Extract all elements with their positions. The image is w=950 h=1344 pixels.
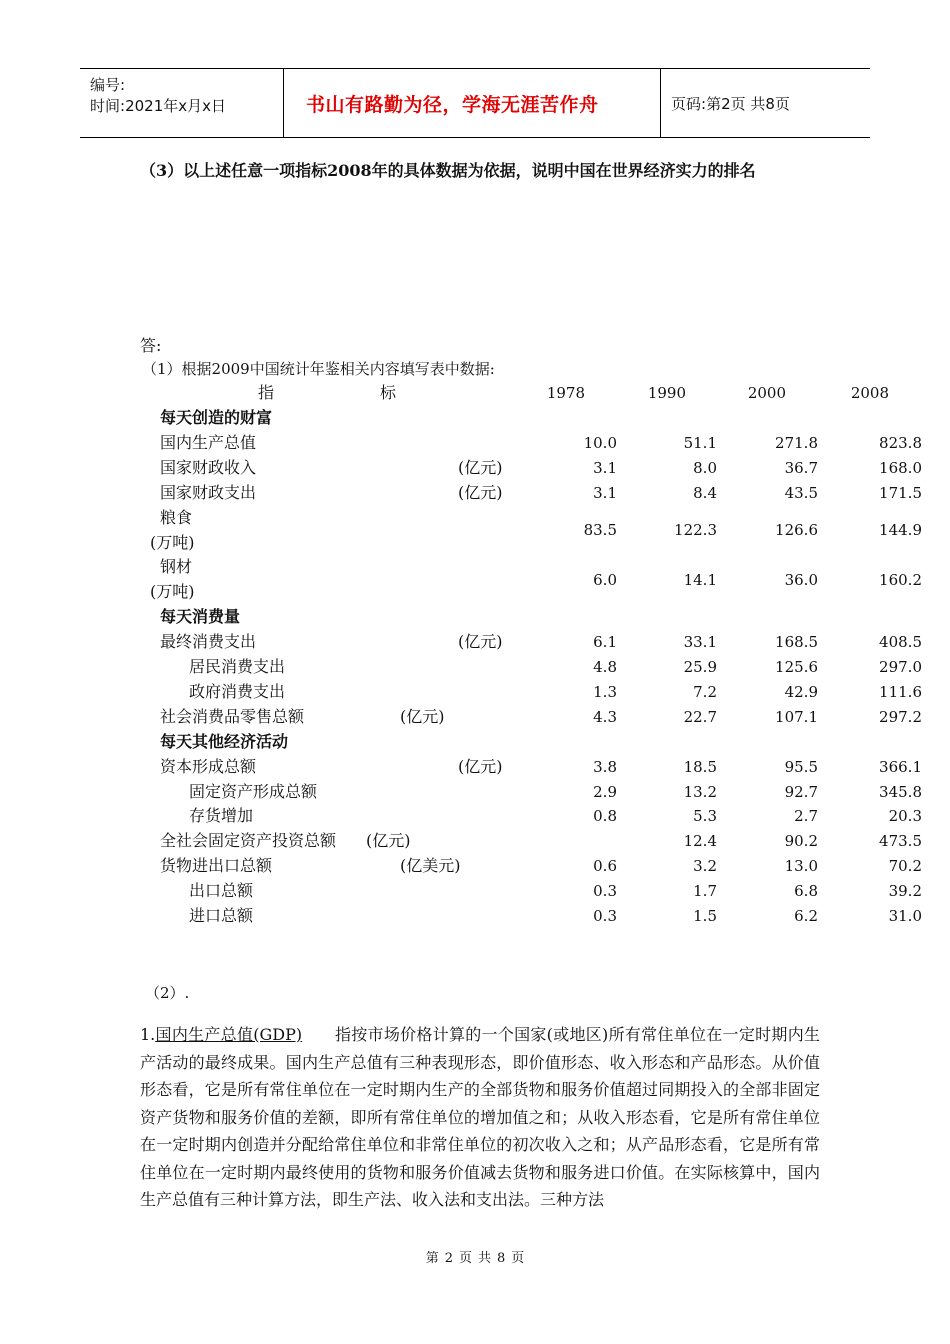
table-cell: 95.5	[784, 757, 818, 776]
page-code-value: 第2页 共8页	[706, 94, 790, 113]
table-cell: 36.7	[784, 458, 818, 477]
table-cell: 5.3	[693, 807, 717, 826]
table-cell: 8.0	[693, 458, 717, 477]
table-header-year: 2008	[850, 384, 889, 402]
time-label: 时间:	[90, 97, 126, 115]
table-cell: 90.2	[784, 832, 818, 851]
time-value: 2021年x月x日	[125, 97, 226, 115]
table-cell: 12.4	[683, 832, 717, 851]
table-row-label: 国家财政收入	[160, 457, 257, 477]
page-footer	[0, 1247, 950, 1266]
motto: 书山有路勤为径，学海无涯苦作舟	[306, 93, 599, 116]
table-cell: 1.7	[693, 882, 717, 901]
table-cell: 10.0	[583, 433, 617, 452]
table-cell: 4.3	[593, 707, 617, 726]
table-cell: 345.8	[879, 782, 922, 801]
table-row-label: 存货增加	[189, 806, 254, 826]
footer-d: 页	[511, 1251, 525, 1266]
question-3: （3）以上述任意一项指标2008年的具体数据为依据，说明中国在世界经济实力的排名	[140, 161, 756, 180]
para-prefix: 1.	[140, 1025, 156, 1044]
table-cell: 3.1	[593, 483, 617, 502]
table-row-label: 出口总额	[189, 881, 254, 901]
table-section-heading: 每天其他经济活动	[160, 731, 289, 751]
table-cell: 20.3	[888, 807, 922, 826]
table-cell: 0.6	[593, 857, 617, 876]
table-cell: 25.9	[683, 658, 717, 676]
table-cell: 473.5	[879, 832, 922, 851]
table-row-label: 最终消费支出	[160, 632, 257, 652]
table-row-unit: (亿元)	[400, 706, 445, 726]
table-header-year: 2000	[747, 384, 786, 402]
footer-page: 2	[444, 1251, 453, 1266]
table-row-label: 钢材	[160, 557, 193, 577]
footer-b: 页	[458, 1251, 472, 1266]
header-motto-cell	[283, 69, 661, 137]
table-cell: 297.0	[879, 658, 922, 676]
table-cell: 13.2	[683, 782, 717, 801]
table-cell: 111.6	[879, 682, 922, 701]
footer-a: 第	[425, 1251, 439, 1266]
table-cell: 33.1	[683, 633, 717, 652]
table-cell: 3.8	[593, 757, 617, 776]
table-header-year: 1978	[546, 384, 585, 402]
table-cell: 22.7	[683, 707, 717, 726]
table-row-unit: (亿元)	[458, 756, 503, 776]
gdp-term-link[interactable]: 国内生产总值(GDP)	[155, 1025, 303, 1044]
table-row-label: 资本形成总额	[160, 756, 257, 776]
table-cell: 271.8	[775, 433, 818, 452]
table-cell: 0.3	[593, 907, 617, 925]
table-row-label: 全社会固定资产投资总额	[160, 831, 337, 851]
table-row-label: 国家财政支出	[160, 482, 257, 502]
footer-total: 8	[497, 1251, 506, 1266]
table-row-label: 居民消费支出	[189, 657, 286, 676]
table-row-unit: (亿元)	[458, 632, 503, 652]
table-row-label-unit: (万吨)	[150, 532, 195, 552]
table-cell: 43.5	[784, 483, 818, 502]
table-cell: 823.8	[879, 433, 922, 452]
table-cell: 408.5	[879, 633, 922, 652]
table-row-unit: (亿元)	[458, 457, 503, 477]
table-cell: 36.0	[784, 570, 818, 589]
header-page-cell	[661, 69, 870, 137]
table-row-unit: (亿元)	[366, 831, 411, 851]
table-cell: 3.2	[693, 857, 717, 876]
answer-label: 答:	[140, 336, 162, 355]
table-cell: 126.6	[775, 521, 818, 540]
table-header-c1: 指	[258, 383, 275, 402]
table-cell: 171.5	[879, 483, 922, 502]
table-cell: 168.0	[879, 458, 922, 477]
table-cell: 4.8	[593, 658, 617, 676]
table-intro: （1）根据2009中国统计年鉴相关内容填写表中数据:	[142, 360, 495, 378]
page-code-label: 页码:	[671, 94, 707, 113]
table-row-label: 社会消费品零售总额	[160, 706, 305, 726]
table-header-c2: 标	[380, 383, 397, 402]
table-cell: 1.3	[593, 682, 617, 701]
table-cell: 107.1	[775, 707, 818, 726]
code-label: 编号:	[90, 76, 126, 94]
table-cell: 70.2	[888, 857, 922, 876]
table-cell: 122.3	[674, 521, 717, 540]
table-row-unit: (亿元)	[458, 482, 503, 502]
table-cell: 3.1	[593, 458, 617, 477]
table-cell: 18.5	[683, 757, 717, 776]
table-row-label-unit: (万吨)	[150, 582, 195, 602]
table-cell: 42.9	[784, 682, 818, 701]
table-row-label: 货物进出口总额	[160, 856, 273, 876]
table-section-heading: 每天消费量	[160, 607, 241, 627]
table-section-heading: 每天创造的财富	[160, 408, 273, 427]
table-row-label: 粮食	[160, 507, 193, 527]
table-cell: 125.6	[775, 658, 818, 676]
table-cell: 13.0	[784, 857, 818, 876]
table-cell: 2.7	[794, 807, 818, 826]
table-row-label: 国内生产总值	[160, 432, 257, 452]
table-cell: 160.2	[879, 570, 922, 589]
table-row-label: 固定资产形成总额	[189, 781, 318, 801]
table-cell: 39.2	[888, 882, 922, 901]
table-cell: 8.4	[693, 483, 717, 502]
table-cell: 1.5	[693, 907, 717, 925]
table-cell: 297.2	[879, 707, 922, 726]
section-2: （2）.	[145, 984, 190, 1002]
header-meta	[80, 69, 283, 137]
table-cell: 144.9	[879, 521, 922, 540]
table-cell: 2.9	[593, 782, 617, 801]
table-cell: 6.8	[794, 882, 818, 901]
table-cell: 366.1	[879, 757, 922, 776]
table-row-unit: (亿美元)	[400, 856, 461, 876]
table-cell: 0.3	[593, 882, 617, 901]
table-row-label: 进口总额	[189, 906, 254, 925]
table-cell: 14.1	[683, 570, 717, 589]
table-cell: 83.5	[583, 521, 617, 540]
table-cell: 0.8	[593, 807, 617, 826]
table-cell: 168.5	[775, 633, 818, 652]
table-cell: 31.0	[888, 907, 922, 925]
header-box	[80, 68, 870, 138]
table-cell: 6.1	[593, 633, 617, 652]
gdp-paragraph	[140, 1021, 820, 1214]
table-cell: 51.1	[683, 433, 717, 452]
table-cell: 7.2	[693, 682, 717, 701]
table-cell: 6.0	[593, 570, 617, 589]
table-header-year: 1990	[647, 384, 686, 402]
table-row-label: 政府消费支出	[189, 681, 286, 701]
table-cell: 6.2	[794, 907, 818, 925]
table-cell: 92.7	[784, 782, 818, 801]
para-body: 指按市场价格计算的一个国家(或地区)所有常住单位在一定时期内生产活动的最终成果。国内生产总值有三种表现形态，即价值形态、收入形态和产品形态。从价值形态看，它是所有常住单位在一定时期内生产的全部货物和服务价值超过同期投入的全部非固定资产货物和服务价值的差额，即所有常住单位的增加值之和；从收入形态看，它是所有常住单位在一定时期内创造并分配给常住单位和非常住单位的初次收入之和；从产品形态看，它是所有常住单位在一定时期内最终使用的货物和服务价值减去货物和服务进口价值。在实际核算中，国内生产总值有三种计算方法，即生产法、收入法和支出法。三种方法	[140, 1025, 820, 1209]
footer-c: 共	[478, 1251, 492, 1266]
